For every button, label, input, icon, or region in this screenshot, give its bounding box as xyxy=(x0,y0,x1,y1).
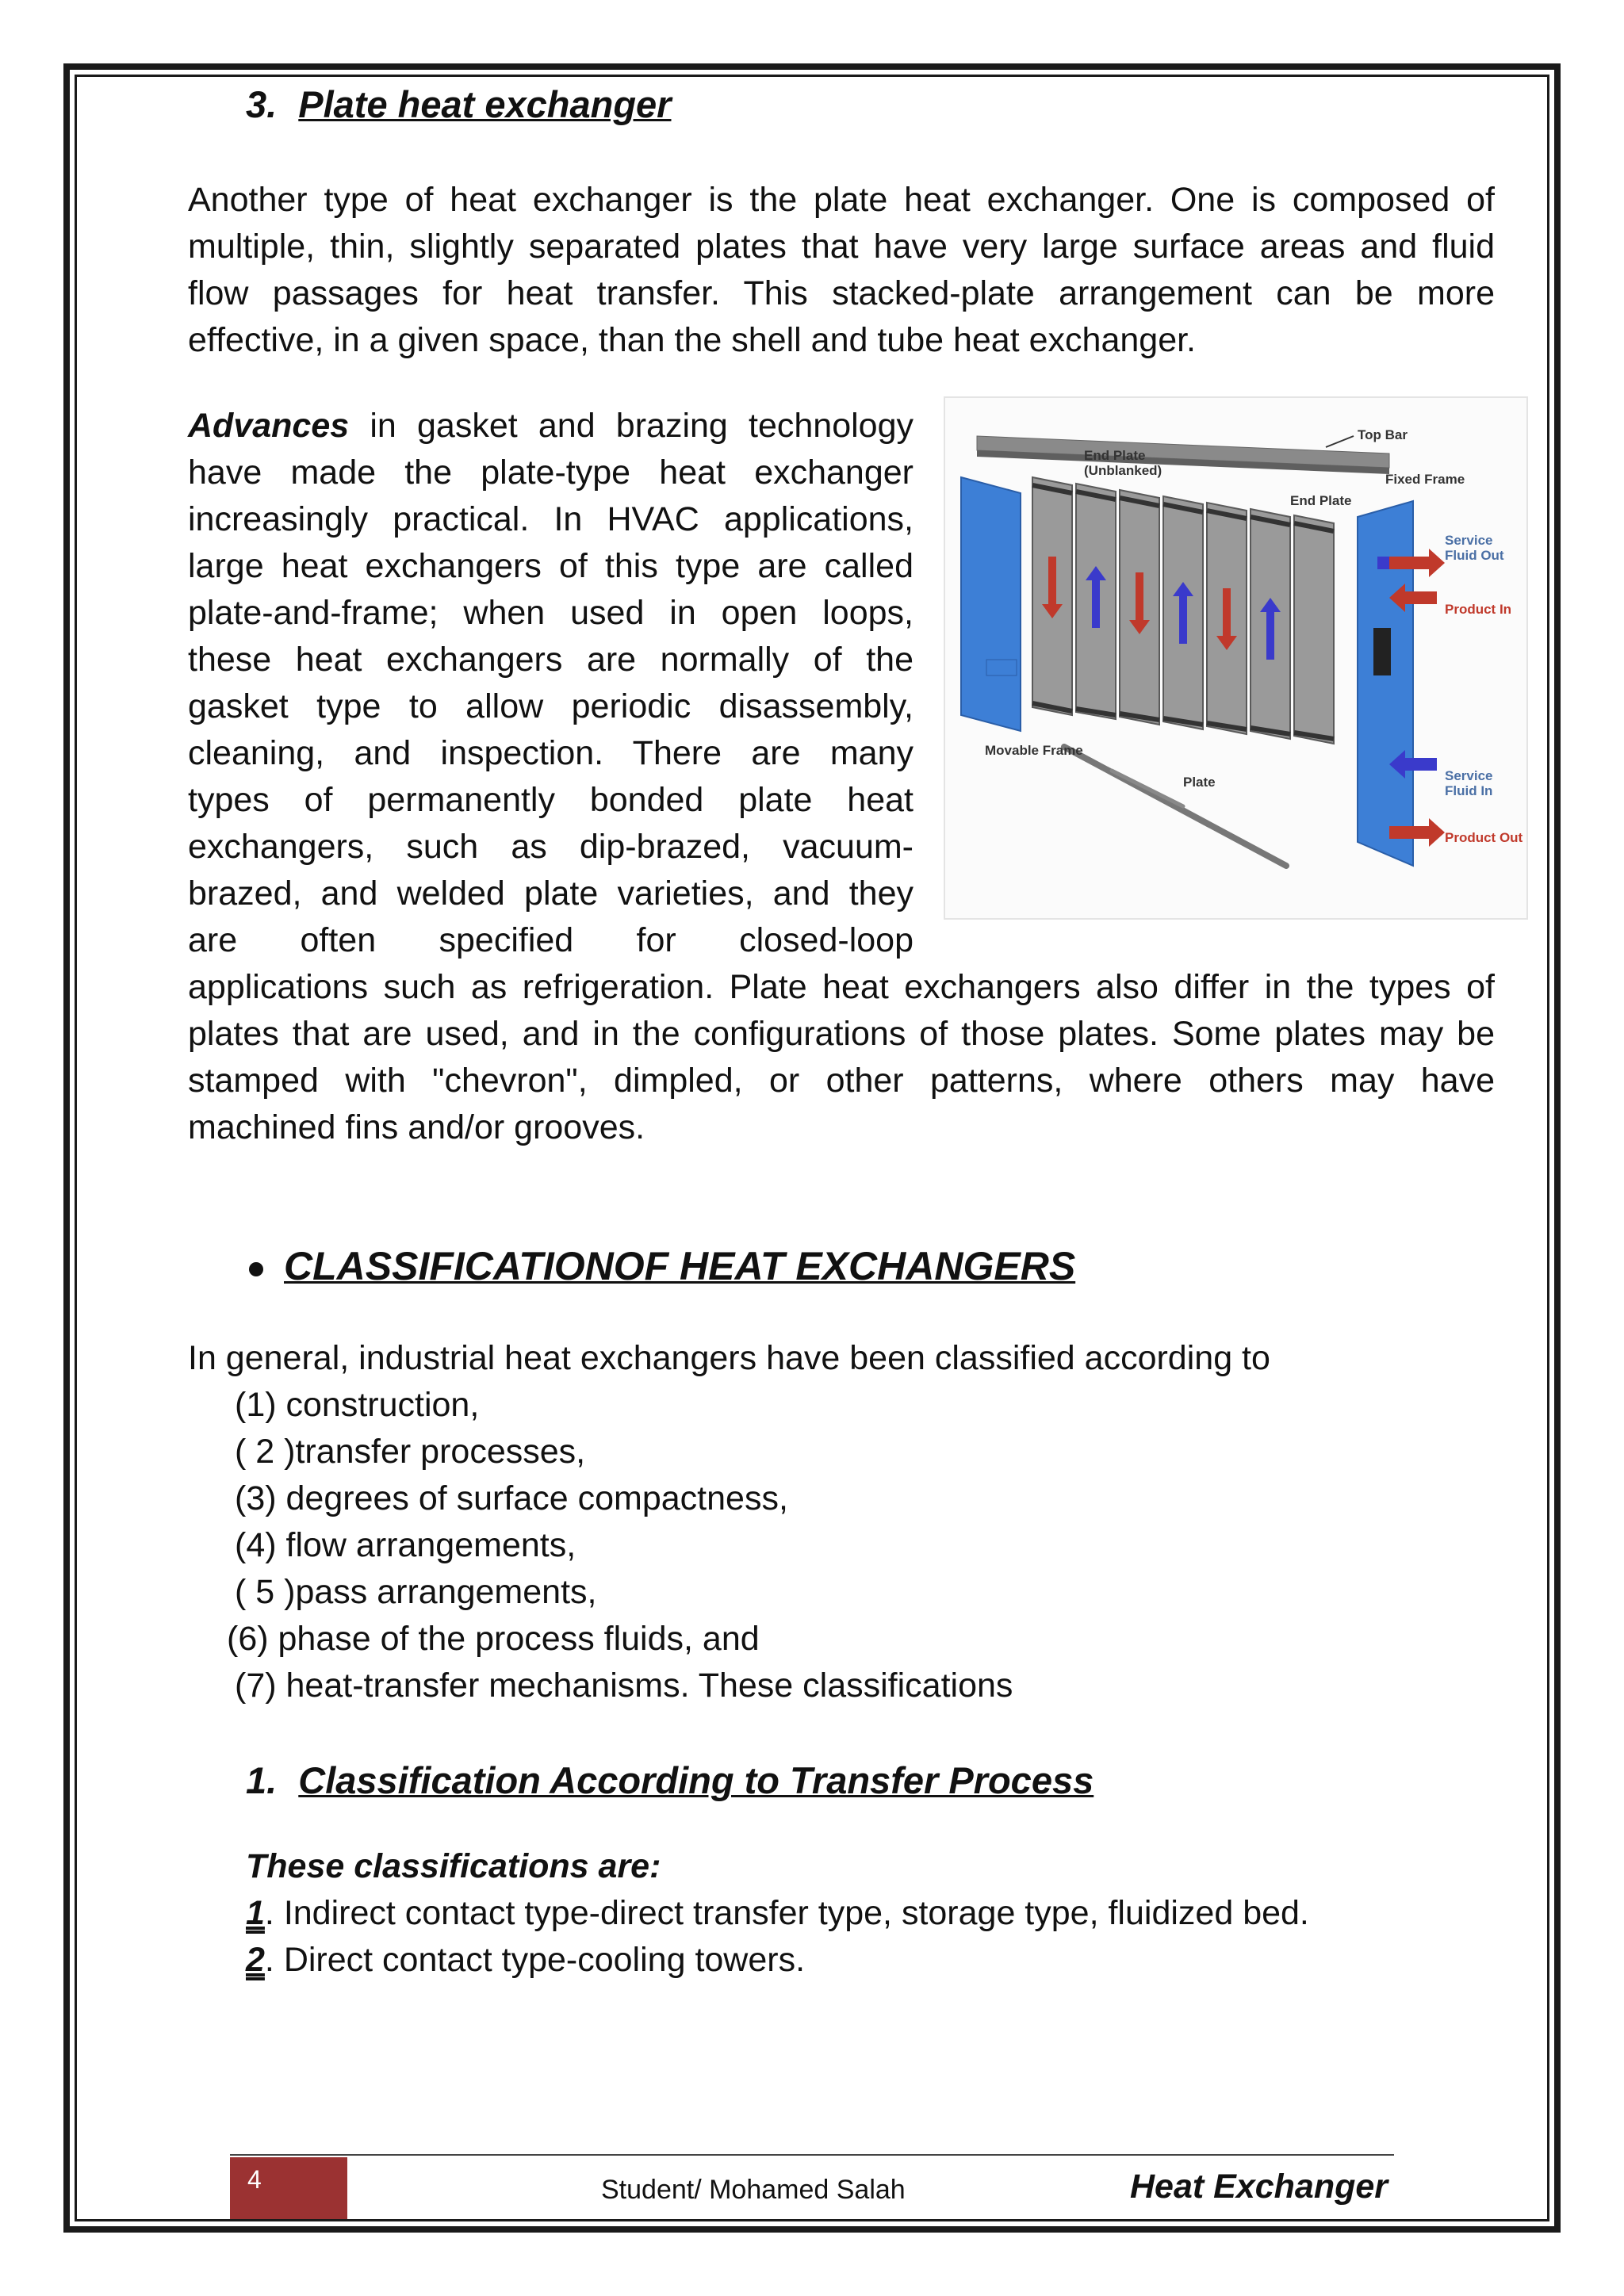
label-plate: Plate xyxy=(1183,775,1216,790)
transfer-entry-number: 1 xyxy=(246,1894,265,1932)
transfer-entry-text: . Indirect contact type-direct transfer type, storage type, fluidized bed. xyxy=(264,1894,1309,1932)
full-line: plates that are used, and in the configurations of those plates. Some plates may be xyxy=(188,1015,1495,1053)
label-end-plate-unblanked-1: End Plate xyxy=(1084,448,1146,463)
plate-heat-exchanger-diagram xyxy=(945,398,1526,918)
advances-line: increasingly practical. In HVAC applications, xyxy=(188,500,914,538)
section-3-title: Plate heat exchanger xyxy=(298,83,672,125)
transfer-entry-text: . Direct contact type-cooling towers. xyxy=(264,1941,806,1979)
plate-heat-exchanger-figure xyxy=(944,396,1528,920)
advances-line: these heat exchangers are normally of the xyxy=(188,641,914,679)
footer-divider xyxy=(230,2154,1394,2156)
classification-intro: In general, industrial heat exchangers have been classified according to xyxy=(188,1339,1270,1377)
advances-word: Advances xyxy=(188,407,350,445)
advances-line: gasket type to allow periodic disassembly, xyxy=(188,687,914,725)
transfer-entry xyxy=(246,1890,1309,1937)
section-3-number: 3. xyxy=(246,83,278,125)
section-1-number: 1. xyxy=(246,1759,278,1801)
advances-line: have made the plate-type heat exchanger xyxy=(188,453,914,492)
full-line: applications such as refrigeration. Plate heat exchangers also differ in the types of xyxy=(188,968,1495,1006)
advances-line xyxy=(188,403,914,450)
classification-item: (7) heat-transfer mechanisms. These classifications xyxy=(235,1667,1013,1705)
advances-line: plate-and-frame; when used in open loops, xyxy=(188,594,914,632)
classification-heading xyxy=(284,1243,1075,1289)
transfer-entry-number: 2 xyxy=(246,1941,265,1979)
classification-item: ( 2 )transfer processes, xyxy=(235,1433,586,1471)
classification-item: ( 5 )pass arrangements, xyxy=(235,1573,597,1611)
advances-line: are often specified for closed-loop xyxy=(188,921,914,959)
label-service-fluid-out-2: Fluid Out xyxy=(1445,548,1504,563)
classification-item: (1) construction, xyxy=(235,1386,480,1424)
classification-heading-text: CLASSIFICATIONOF HEAT EXCHANGERS xyxy=(284,1244,1076,1288)
section-1-subheading: These classifications are: xyxy=(246,1847,661,1885)
label-service-fluid-in-2: Fluid In xyxy=(1445,783,1493,798)
advances-line: brazed, and welded plate varieties, and they xyxy=(188,874,914,913)
page-number: 4 xyxy=(230,2157,347,2219)
full-line: stamped with "chevron", dimpled, or other patterns, where others may have xyxy=(188,1062,1495,1100)
footer-title: Heat Exchanger xyxy=(1130,2168,1388,2206)
bullet-icon xyxy=(249,1262,263,1276)
section-1-heading xyxy=(246,1758,1094,1802)
intro-line: effective, in a given space, than the shell and tube heat exchanger. xyxy=(188,321,1196,359)
full-line: machined fins and/or grooves. xyxy=(188,1108,645,1146)
intro-line: flow passages for heat transfer. This stacked-plate arrangement can be more xyxy=(188,274,1495,312)
advances-line: types of permanently bonded plate heat xyxy=(188,781,914,819)
advances-line: large heat exchangers of this type are called xyxy=(188,547,914,585)
label-service-fluid-in-1: Service xyxy=(1445,768,1493,783)
footer-student: Student/ Mohamed Salah xyxy=(601,2175,906,2205)
section-1-title: Classification According to Transfer Process xyxy=(298,1759,1094,1801)
section-3-heading xyxy=(246,82,671,126)
classification-item: (4) flow arrangements, xyxy=(235,1526,576,1564)
label-end-plate-unblanked-2: (Unblanked) xyxy=(1084,463,1162,478)
label-service-fluid-out-1: Service xyxy=(1445,533,1493,548)
classification-item: (3) degrees of surface compactness, xyxy=(235,1479,788,1517)
intro-line: Another type of heat exchanger is the plate heat exchanger. One is composed of xyxy=(188,181,1495,219)
advances-first-rest: in gasket and brazing technology xyxy=(370,407,914,445)
label-top-bar: Top Bar xyxy=(1358,427,1408,442)
label-end-plate: End Plate xyxy=(1290,493,1352,508)
transfer-entry xyxy=(246,1937,805,1984)
label-product-in: Product In xyxy=(1445,602,1512,617)
intro-line: multiple, thin, slightly separated plates that have very large surface areas and fluid xyxy=(188,228,1495,266)
advances-line: exchangers, such as dip-brazed, vacuum- xyxy=(188,828,914,866)
label-product-out: Product Out xyxy=(1445,830,1523,845)
classification-item: (6) phase of the process fluids, and xyxy=(227,1620,760,1658)
advances-line: cleaning, and inspection. There are many xyxy=(188,734,914,772)
label-movable-frame: Movable Frame xyxy=(985,743,1083,758)
label-fixed-frame: Fixed Frame xyxy=(1385,472,1465,487)
